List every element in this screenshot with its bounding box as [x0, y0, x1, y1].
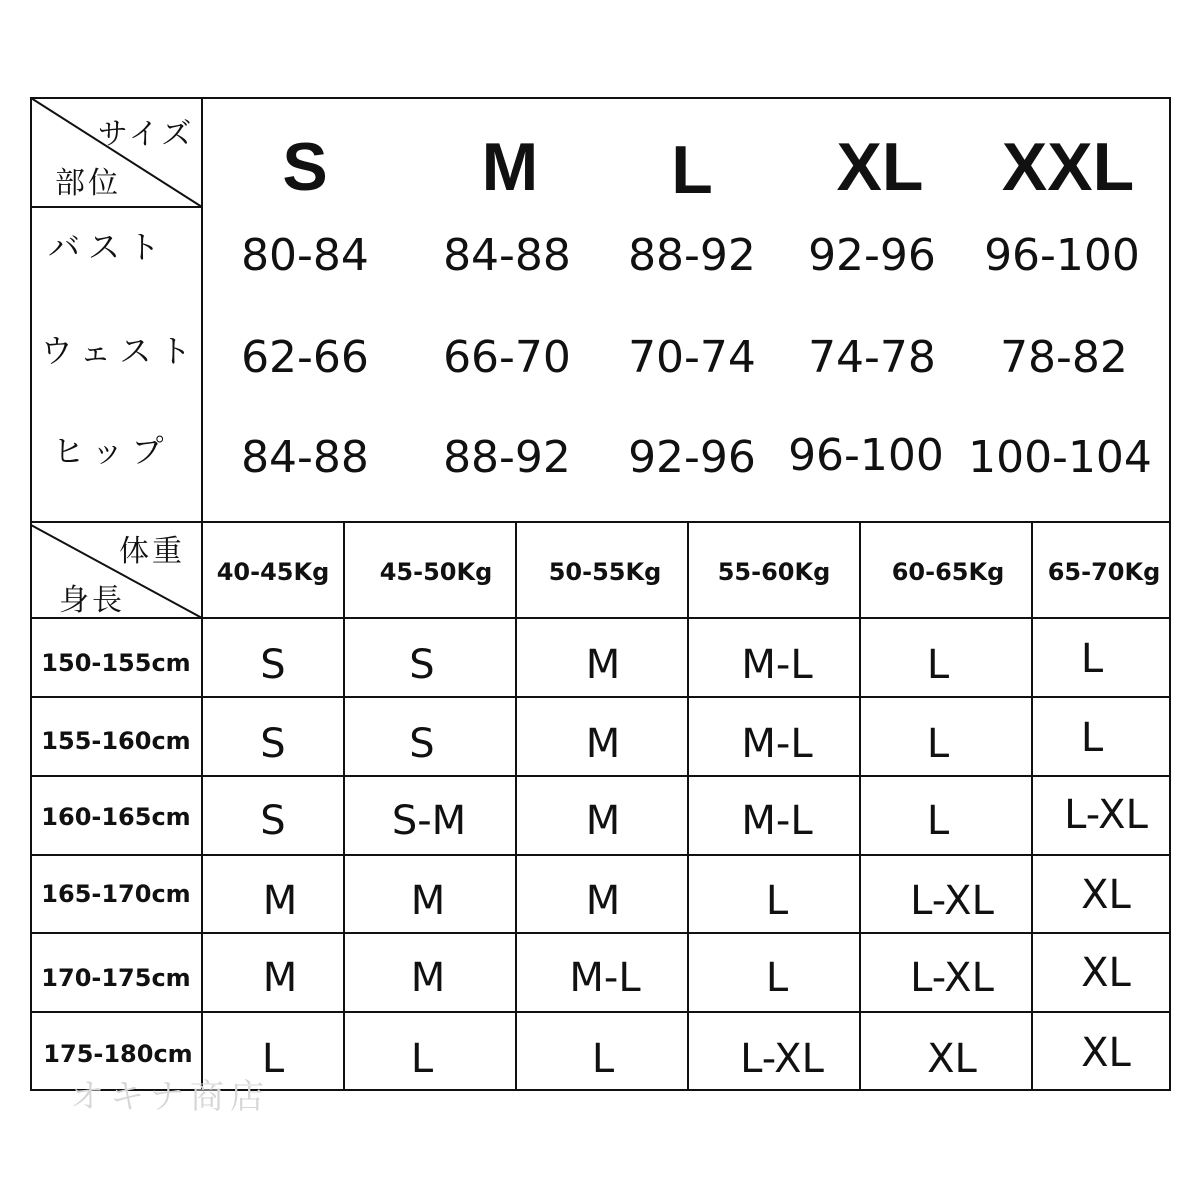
size-cell: L	[1080, 636, 1104, 682]
row-label-hip: ヒップ	[52, 432, 172, 470]
size-cell: L	[926, 642, 950, 688]
measure-cell: 96-100	[788, 430, 944, 481]
size-cell: M-L	[741, 798, 813, 844]
height-label: 160-165cm	[41, 803, 191, 831]
part-corner-label: 部位	[55, 166, 121, 201]
weight-header: 55-60Kg	[717, 558, 831, 586]
measure-cell: 70-74	[628, 332, 756, 383]
size-cell: L	[1080, 715, 1104, 761]
measure-cell: 66-70	[443, 332, 571, 383]
measurement-row-hip	[52, 430, 1151, 483]
size-header-xl: XL	[836, 129, 924, 205]
measure-cell: 92-96	[808, 230, 936, 281]
size-cell: L	[261, 1036, 285, 1082]
size-cell: L-XL	[910, 878, 994, 924]
size-cell: S	[409, 642, 435, 688]
row-label-bust: バスト	[47, 228, 169, 266]
size-cell: L-XL	[1064, 792, 1148, 838]
size-row	[41, 950, 1131, 1001]
size-cell: M	[585, 878, 621, 924]
measure-cell: 78-82	[1000, 332, 1128, 383]
measurement-row-bust	[48, 228, 1140, 281]
size-cell: M-L	[741, 642, 813, 688]
size-cell: S	[260, 798, 286, 844]
size-cell: S-M	[391, 798, 467, 844]
size-header-s: S	[282, 129, 328, 205]
size-header-l: L	[671, 132, 713, 208]
size-cell: M-L	[569, 955, 641, 1001]
size-cell: L	[926, 798, 950, 844]
height-label: 155-160cm	[41, 727, 191, 755]
size-cell: L	[765, 955, 789, 1001]
size-row	[41, 715, 1104, 767]
size-cell: L	[765, 878, 789, 924]
weight-corner-label: 体重	[119, 534, 185, 569]
weight-header: 45-50Kg	[379, 558, 493, 586]
measure-cell: 96-100	[984, 230, 1140, 281]
size-cell: M-L	[741, 721, 813, 767]
height-label: 170-175cm	[41, 964, 191, 992]
size-cell: S	[260, 721, 286, 767]
row-label-waist: ウェスト	[40, 332, 200, 370]
measure-cell: 100-104	[968, 432, 1152, 483]
size-header-row	[282, 129, 1134, 208]
size-cell: M	[585, 721, 621, 767]
measurement-row-waist	[41, 332, 1128, 383]
height-corner-label: 身長	[59, 583, 125, 618]
weight-header: 40-45Kg	[216, 558, 330, 586]
size-header-m: M	[481, 129, 539, 205]
weight-header: 65-70Kg	[1047, 558, 1161, 586]
size-header-xxl: XXL	[1001, 129, 1135, 205]
size-cell: L	[410, 1036, 434, 1082]
size-cell: XL	[1081, 872, 1131, 918]
measure-cell: 80-84	[241, 230, 369, 281]
size-cell: XL	[927, 1036, 977, 1082]
height-label: 150-155cm	[41, 649, 191, 677]
size-cell: L-XL	[740, 1036, 824, 1082]
measure-cell: 74-78	[808, 332, 936, 383]
height-label: 175-180cm	[43, 1040, 193, 1068]
watermark: オキナ商店	[70, 1077, 270, 1117]
measure-cell: 88-92	[628, 230, 756, 281]
size-cell: XL	[1081, 1030, 1131, 1076]
size-row	[41, 792, 1148, 844]
size-cell: S	[260, 642, 286, 688]
measure-cell: 84-88	[443, 230, 571, 281]
size-row	[43, 1030, 1131, 1082]
weight-header: 60-65Kg	[891, 558, 1005, 586]
size-cell: S	[409, 721, 435, 767]
size-cell: M	[585, 798, 621, 844]
measure-cell: 88-92	[443, 432, 571, 483]
size-row	[41, 872, 1131, 924]
measure-cell: 62-66	[241, 332, 369, 383]
size-cell: L-XL	[910, 955, 994, 1001]
size-cell: M	[262, 878, 298, 924]
size-row	[41, 636, 1104, 688]
size-cell: M	[410, 955, 446, 1001]
size-cell: XL	[1081, 950, 1131, 996]
size-cell: L	[926, 721, 950, 767]
size-cell: M	[410, 878, 446, 924]
size-corner-label: サイズ	[97, 117, 195, 152]
measure-cell: 92-96	[628, 432, 756, 483]
weight-header: 50-55Kg	[548, 558, 662, 586]
size-cell: L	[591, 1036, 615, 1082]
measure-cell: 84-88	[241, 432, 369, 483]
size-cell: M	[262, 955, 298, 1001]
height-label: 165-170cm	[41, 880, 191, 908]
size-cell: M	[585, 642, 621, 688]
